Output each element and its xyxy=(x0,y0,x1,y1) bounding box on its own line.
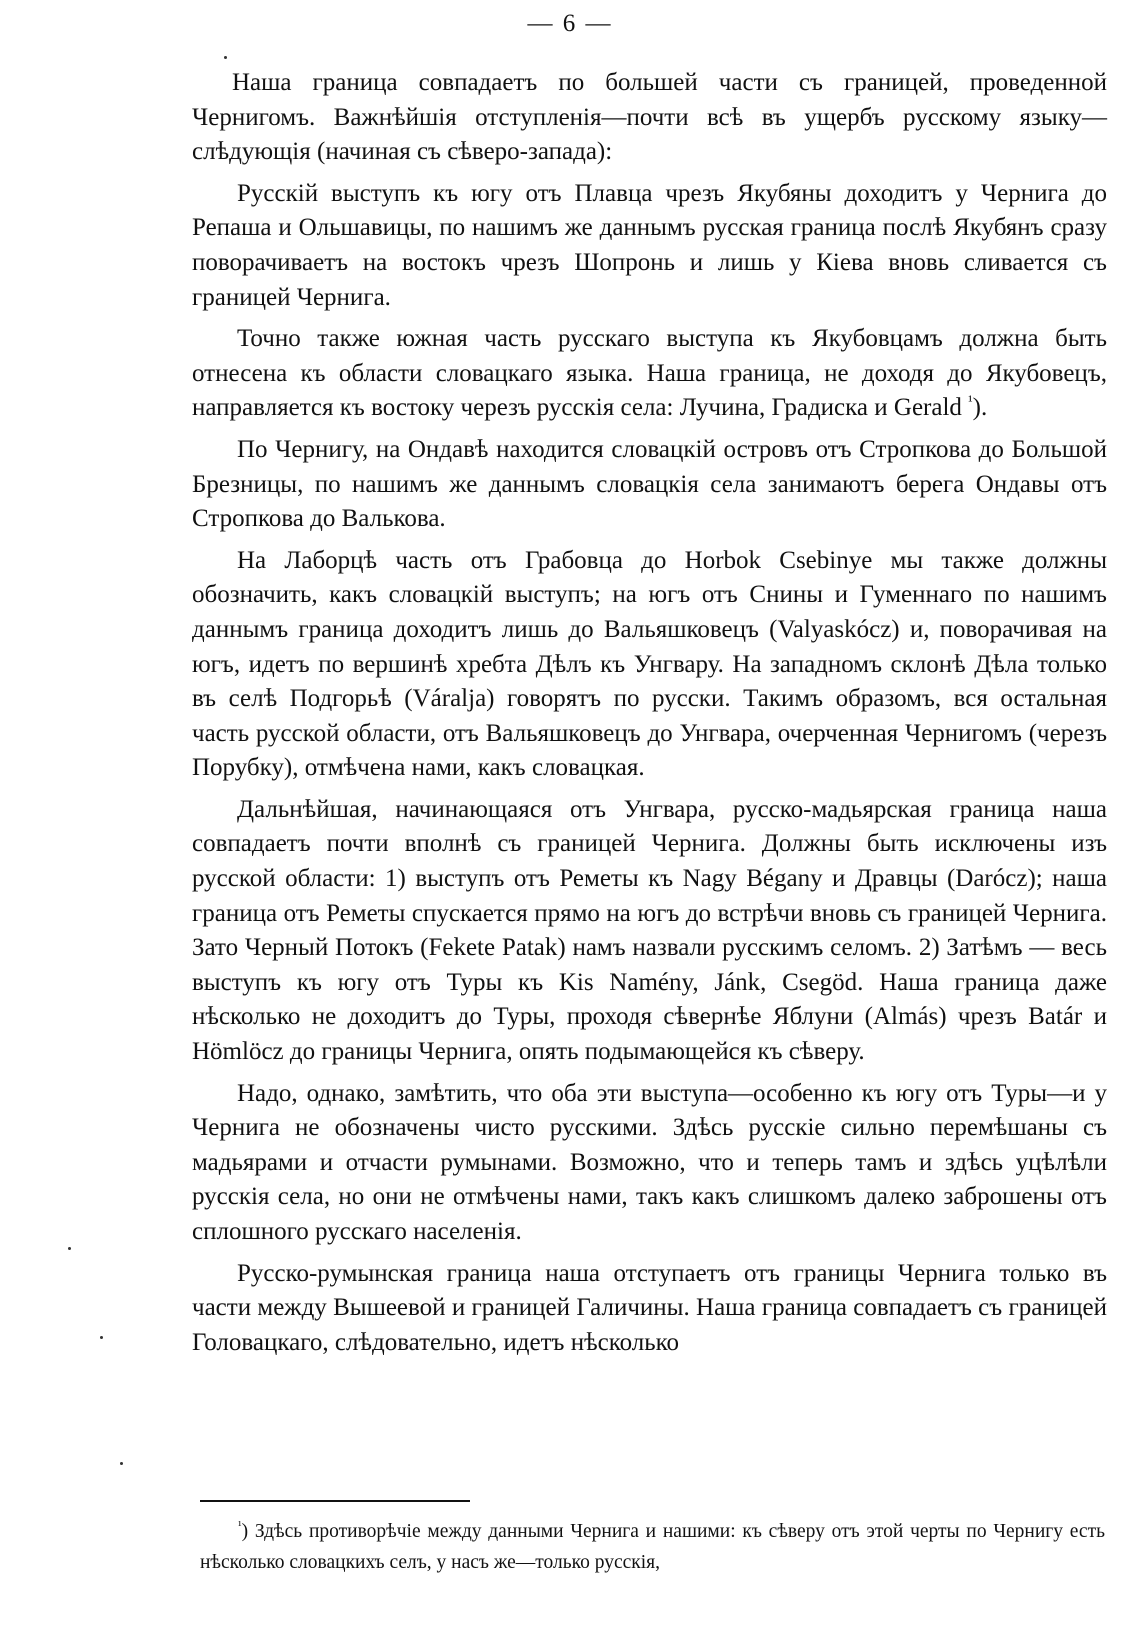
print-speck xyxy=(68,1247,71,1250)
paragraph-7: Надо, однако, замѣтить, что оба эти выступа—особенно къ югу отъ Туры—и у Чернига не обозначены чисто русскими. Здѣсь русскіе сильно перемѣшаны съ мадьярами и отчасти румынами. Возможно, что и теперь тамъ и здѣсь уцѣлѣли русскія села, но они не отмѣчены нами, такъ какъ слишкомъ далеко заброшены отъ сплошного русскаго населенія. xyxy=(192,1079,1107,1245)
footnote-mark: ¹ xyxy=(238,1518,242,1533)
footnote-text: ) Здѣсь противорѣчіе между данными Чернига и нашими: къ сѣверу отъ этой черты по Чернигу есть нѣсколько словацкихъ селъ, у насъ же—только русскія, xyxy=(200,1521,1105,1573)
footnote-reference-tail: ). xyxy=(972,394,988,422)
footnote-divider xyxy=(200,1500,470,1502)
paragraph-5: На Лаборцѣ часть отъ Грабовца до Horbok Csebinye мы также должны обозначить, какъ словацкій выступъ; на югъ отъ Снины и Гуменнаго по нашимъ даннымъ граница доходитъ лишь до Вальяшковецъ (Valyaskócz) и, поворачивая на югъ, идетъ по вершинѣ хребта Дѣлъ къ Унгвару. На западномъ склонѣ Дѣла только въ селѣ Подгорьѣ (Váralja) говорятъ по русски. Такимъ образомъ, вся остальная часть русской области, отъ Вальяшковецъ до Унгвара, очерченная Чернигомъ (черезъ Порубку), отмѣчена нами, какъ словацкая. xyxy=(192,546,1107,782)
body-text xyxy=(192,66,1107,1367)
paragraph-1: Наша граница совпадаетъ по большей части съ границей, проведенной Чернигомъ. Важнѣйшія отступленія—почти всѣ въ ущербъ русскому языку—слѣдующія (начиная съ сѣверо-запада): xyxy=(192,69,1107,166)
print-speck xyxy=(100,1336,103,1339)
paragraph-6: Дальнѣйшая, начинающаяся отъ Унгвара, русско-мадьярская граница наша совпадаетъ почти вполнѣ съ границей Чернига. Должны быть исключены изъ русской области: 1) выступъ отъ Реметы къ Nagy Bégany и Дравцы (Darócz); наша граница отъ Реметы спускается прямо на югъ до встрѣчи вновь съ границей Чернига. Зато Черный Потокъ (Fekete Patak) намъ назвали русскимъ селомъ. 2) Затѣмъ — весь выступъ къ югу отъ Туры къ Kis Namény, Jánk, Csegöd. Наша граница даже нѣсколько не доходитъ до Туры, проходя сѣвернѣе Яблуни (Almás) чрезъ Batár и Hömlöcz до границы Чернига, опять подымающейся къ сѣверу. xyxy=(192,795,1107,1066)
footnote xyxy=(200,1516,1105,1578)
print-speck xyxy=(224,56,227,59)
paragraph-2: Русскій выступъ къ югу отъ Плавца чрезъ Якубяны доходитъ у Чернига до Репаша и Ольшавицы, по нашимъ же даннымъ русская граница послѣ Якубянъ сразу поворачиваетъ на востокъ чрезъ Шопронь и лишь у Кіева вновь сливается съ границей Чернига. xyxy=(192,179,1107,311)
paragraph-3-text: Точно также южная часть русскаго выступа къ Якубовцамъ должна быть отнесена къ области словацкаго языка. Наша граница, не доходя до Якубовецъ, направляется къ востоку черезъ русскія села: Лучина, Градиска и Gerald xyxy=(192,325,1107,422)
paragraph-8: Русско-румынская граница наша отступаетъ отъ границы Чернига только въ части между Вышеевой и границей Галичины. Наша граница совпадаетъ съ границей Головацкаго, слѣдовательно, идетъ нѣсколько xyxy=(192,1259,1107,1356)
page-number: — 6 — xyxy=(527,10,613,37)
footnote-reference: ¹ xyxy=(968,394,973,411)
paragraph-4: По Чернигу, на Ондавѣ находится словацкій островъ отъ Стропкова до Большой Брезницы, по нашимъ же даннымъ словацкія села занимаютъ берега Ондавы отъ Стропкова до Валькова. xyxy=(192,435,1107,533)
paragraph-3 xyxy=(192,322,1107,426)
print-speck xyxy=(120,1462,123,1465)
